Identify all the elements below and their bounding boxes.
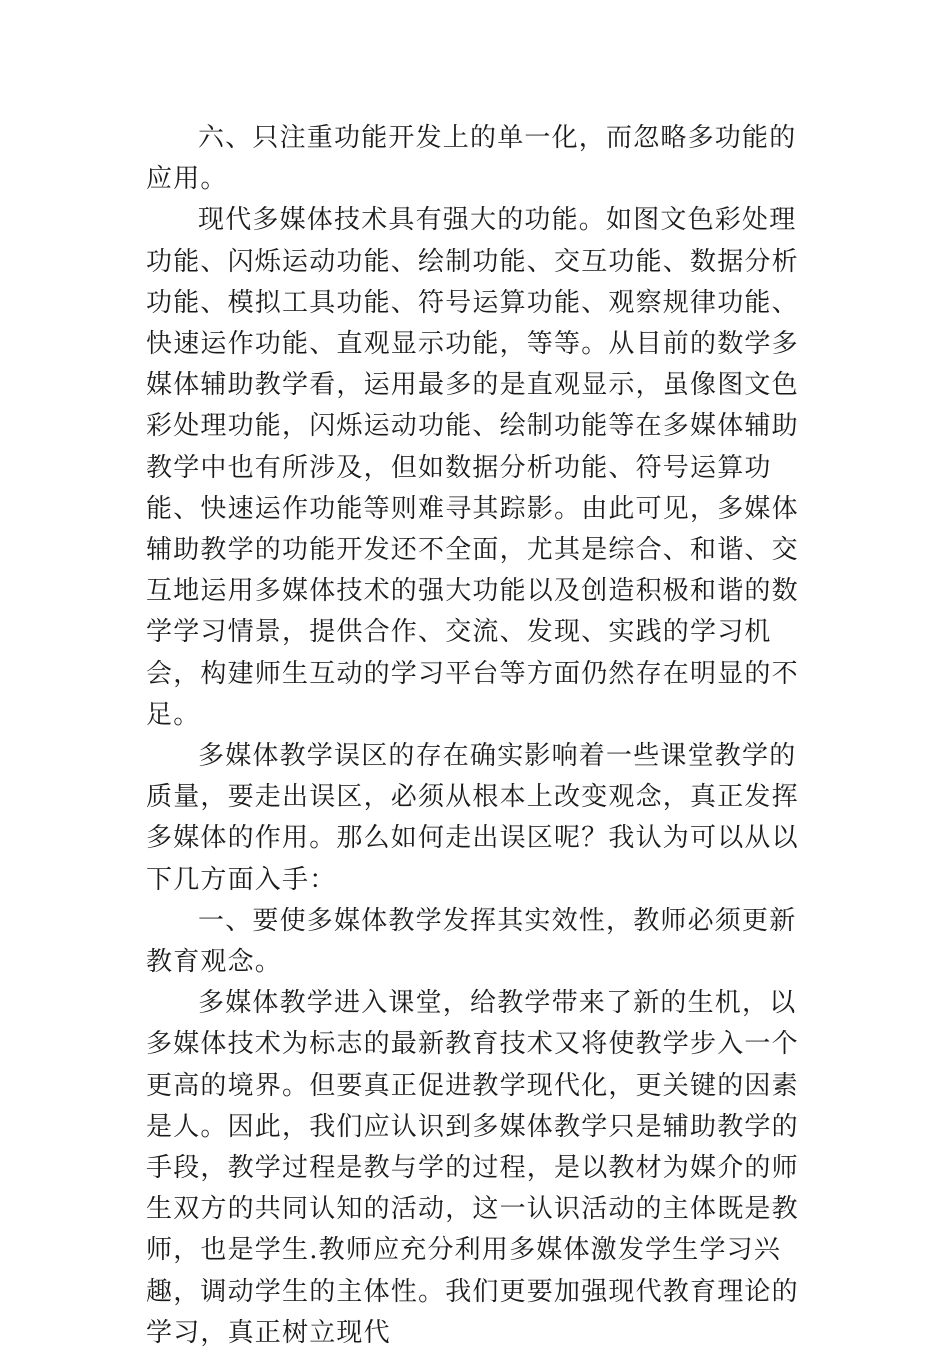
paragraph-heading-six: 六、只注重功能开发上的单一化，而忽略多功能的应用。: [146, 123, 797, 195]
paragraph-misconceptions: 多媒体教学误区的存在确实影响着一些课堂教学的质量，要走出误区，必须从根本上改变观念，真正发挥多媒体的作用。那么如何走出误区呢？我认为可以从以下几方面入手：: [146, 741, 799, 895]
paragraph-multimedia-functions: 现代多媒体技术具有强大的功能。如图文色彩处理功能、闪烁运动功能、绘制功能、交互功能、数据分析功能、模拟工具功能、符号运算功能、观察规律功能、快速运作功能、直观显示功能，等等。从目前的数学多媒体辅助教学看，运用最多的是直观显示，虽像图文色彩处理功能，闪烁运动功能、绘制功能等在多媒体辅助教学中也有所涉及，但如数据分析功能、符号运算功能、快速运作功能等则难寻其踪影。由此可见，多媒体辅助教学的功能开发还不全面，尤其是综合、和谐、交互地运用多媒体技术的强大功能以及创造积极和谐的数学学习情景，提供合作、交流、发现、实践的学习机会，构建师生互动的学习平台等方面仍然存在明显的不足。: [146, 205, 799, 730]
paragraph-teaching-concepts: 多媒体教学进入课堂，给教学带来了新的生机，以多媒体技术为标志的最新教育技术又将使教学步入一个更高的境界。但要真正促进教学现代化，更关键的因素是人。因此，我们应认识到多媒体教学只是辅助教学的手段，教学过程是教与学的过程，是以教材为媒介的师生双方的共同认知的活动，这一认识活动的主体既是教师，也是学生.教师应充分利用多媒体激发学生学习兴趣，调动学生的主体性。我们更要加强现代教育理论的学习，真正树立现代: [146, 988, 799, 1348]
document-body: [146, 118, 806, 1354]
paragraph-heading-one: 一、要使多媒体教学发挥其实效性，教师必须更新教育观念。: [146, 905, 797, 978]
